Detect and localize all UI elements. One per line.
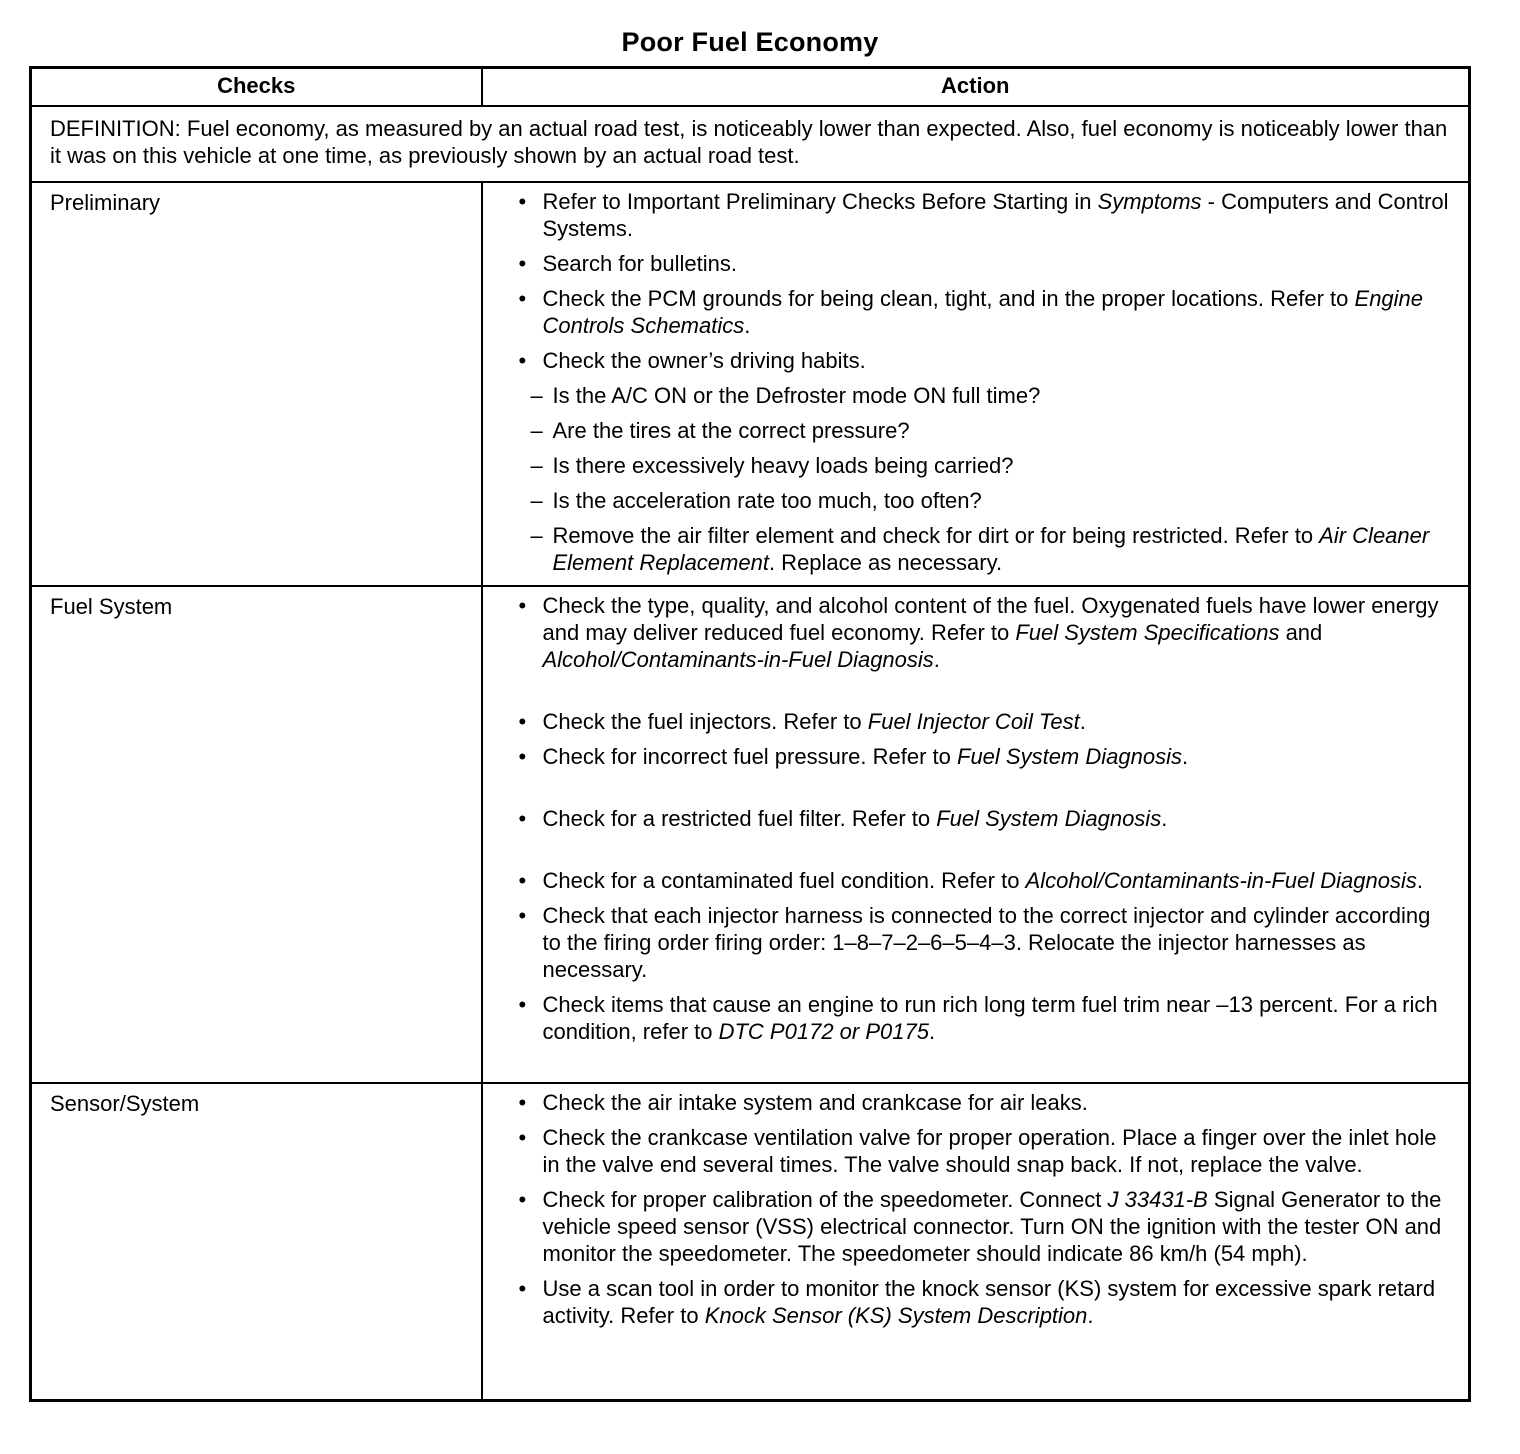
list-item: • Check items that cause an engine to run rich long term fuel trim near –13 percent. For a rich condition, refer to DTC P0172 or P0175. [519,991,1455,1045]
page-title: Poor Fuel Economy [621,27,879,57]
action-cell-preliminary [482,182,1470,586]
action-list-preliminary [519,188,1455,576]
sub-list-item: – Is the acceleration rate too much, too often? [530,488,982,513]
list-item: • Refer to Important Preliminary Checks Before Starting in Symptoms - Computers and Control Systems. [519,188,1455,242]
check-label-preliminary: Preliminary [31,182,482,586]
list-item: • Check for incorrect fuel pressure. Refer to Fuel System Diagnosis. [519,743,1455,770]
reference-link: Fuel System Diagnosis [936,806,1162,831]
reference-link: Alcohol/Contaminants-in-Fuel Diagnosis [1025,868,1417,893]
reference-link: Fuel System Specifications [1015,620,1280,645]
reference-link: Fuel System Diagnosis [957,744,1182,769]
list-item: • Check for a restricted fuel filter. Refer to Fuel System Diagnosis. [519,805,1455,832]
list-item: • Check that each injector harness is connected to the correct injector and cylinder according to the firing order firing order: 1–8–7–2–6–5–4–3. Relocate the injector harnesses as necessary. [519,902,1455,983]
list-item: • Check the crankcase ventilation valve for proper operation. Place a finger over the inlet hole in the valve end several times. The valve should snap back. If not, replace the valve. [519,1124,1455,1178]
column-header-action: Action [482,68,1470,107]
list-item: • Check for a contaminated fuel condition. Refer to Alcohol/Contaminants-in-Fuel Diagnosis. [519,867,1455,894]
list-item: • Check the air intake system and crankcase for air leaks. [519,1089,1455,1116]
list-item: • Check for proper calibration of the speedometer. Connect J 33431-B Signal Generator to the vehicle speed sensor (VSS) electrical connector. Turn ON the ignition with the tester ON and monitor the speedometer. The speedometer should indicate 86 km/h (54 mph). [519,1186,1455,1267]
definition-text: DEFINITION: Fuel economy, as measured by an actual road test, is noticeably lower than expected. Also, fuel economy is noticeably lower than it was on this vehicle at one time, as previously shown by an actual road test. [31,106,1470,182]
sub-list-driving-habits [530,382,1455,576]
reference-link: DTC P0172 or P0175 [718,1019,929,1044]
column-header-checks: Checks [31,68,482,107]
sub-list-item: – Is there excessively heavy loads being carried? [530,453,1014,478]
reference-link: Fuel Injector Coil Test [867,709,1080,734]
diagnostic-table [29,66,1471,1402]
action-list-fuel-system [519,592,1455,1045]
list-item: • Check the fuel injectors. Refer to Fuel Injector Coil Test. [519,708,1455,735]
list-item: • Search for bulletins. [519,250,1455,277]
sub-list-item: – Is the A/C ON or the Defroster mode ON full time? [530,383,1041,408]
reference-link: Symptoms [1097,189,1202,214]
action-cell-fuel-system [482,586,1470,1083]
check-label-fuel-system: Fuel System [31,586,482,1083]
reference-link: Air Cleaner Element Replacement [552,523,1430,575]
table-row-fuel-system [31,586,1470,1083]
list-item: • Check the owner’s driving habits. – Is the A/C ON or the Defroster mode ON full time? – Are the tires at the correct pressure? – Is there excessively heavy loads being carried? – Is the acceleration rate too much, too often? – Remove the air filter element and check for dirt or for being restricted. Refer to Air Cleaner Element Replacement. Replace as necessary. [519,347,1455,576]
action-list-sensor-system [519,1089,1455,1329]
list-item: • Use a scan tool in order to monitor the knock sensor (KS) system for excessive spark retard activity. Refer to Knock Sensor (KS) System Description. [519,1275,1455,1329]
check-label-sensor-system: Sensor/System [31,1083,482,1401]
list-item: • Check the PCM grounds for being clean, tight, and in the proper locations. Refer to Engine Controls Schematics. [519,285,1455,339]
sub-list-item: – Are the tires at the correct pressure? [530,418,910,443]
definition-row [31,106,1470,182]
reference-link: Engine Controls Schematics [542,286,1424,338]
header-row [31,68,1470,107]
action-cell-sensor-system [482,1083,1470,1401]
table-row-preliminary [31,182,1470,586]
reference-link: Alcohol/Contaminants-in-Fuel Diagnosis [542,647,934,672]
list-item: • Check the type, quality, and alcohol content of the fuel. Oxygenated fuels have lower energy and may deliver reduced fuel economy. Refer to Fuel System Specifications and Alcohol/Contaminants-in-Fuel Diagnosis. [519,592,1455,673]
sub-list-item: – Remove the air filter element and check for dirt or for being restricted. Refer to Air Cleaner Element Replacement. Replace as necessary. [530,523,1430,575]
reference-link: J 33431-B [1107,1187,1208,1212]
reference-link: Knock Sensor (KS) System Description [704,1303,1088,1328]
table-row-sensor-system [31,1083,1470,1401]
